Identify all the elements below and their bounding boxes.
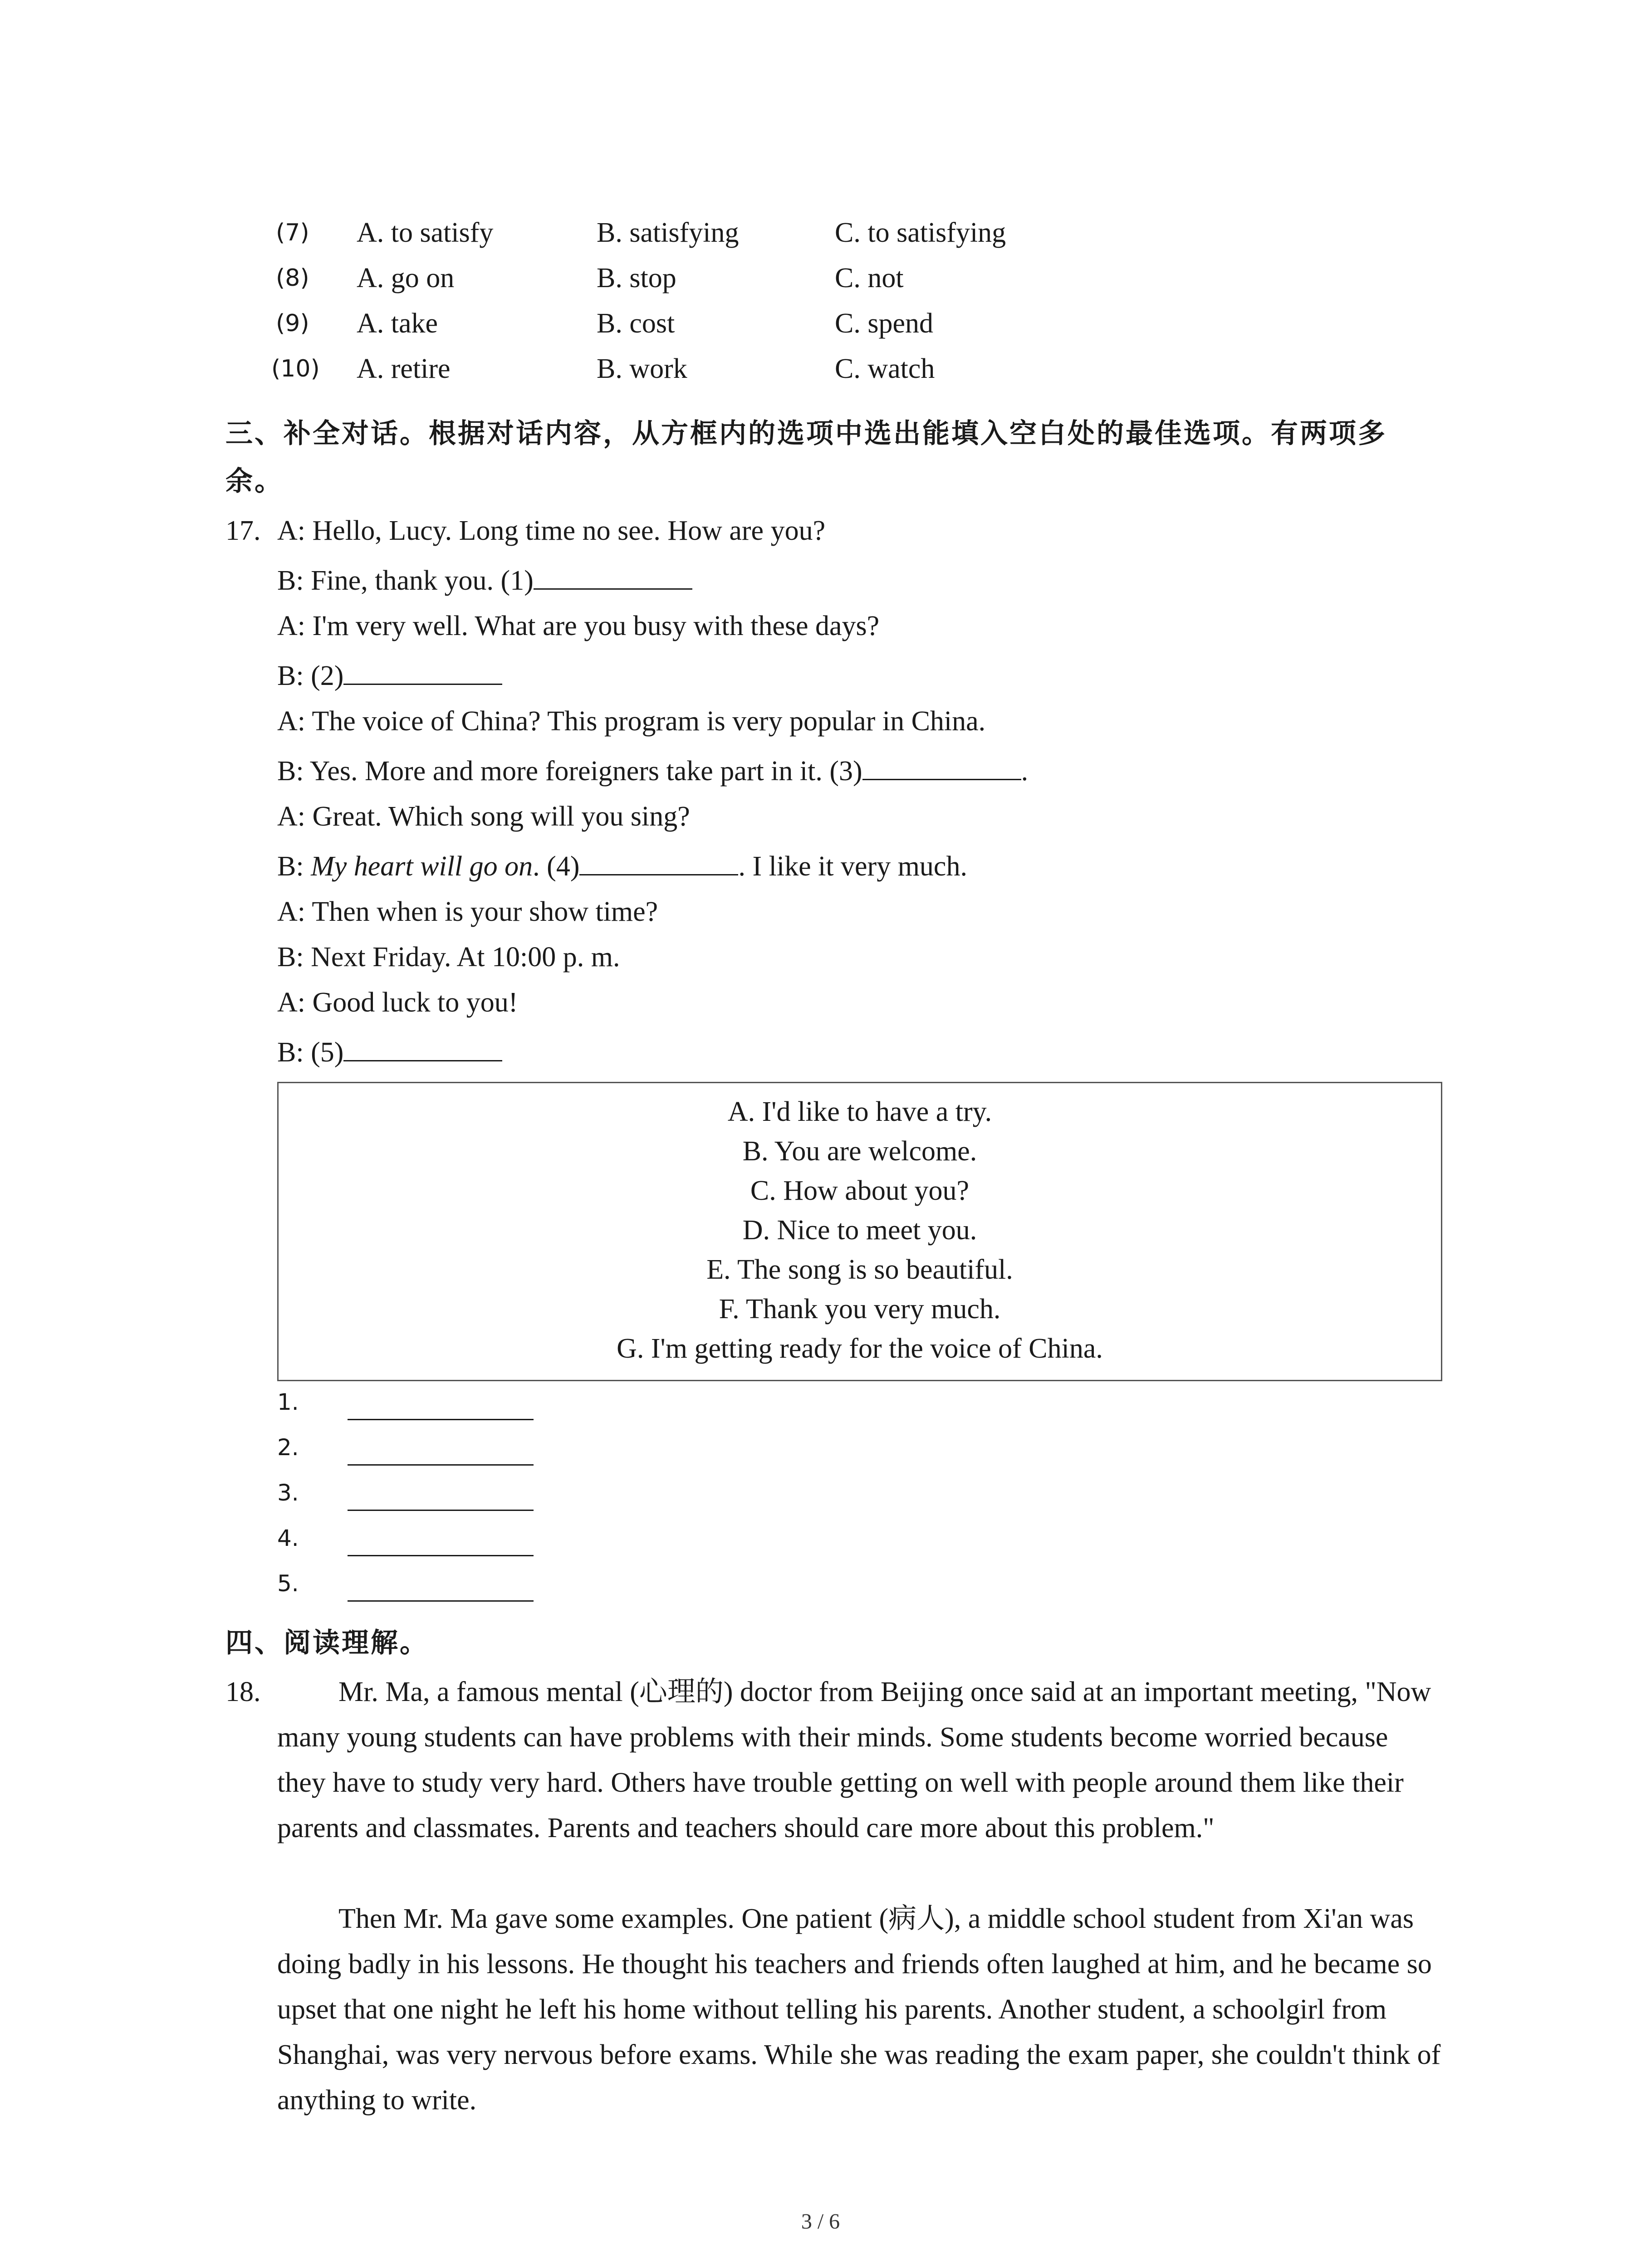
question-number: 17.: [225, 515, 261, 546]
answer-blank[interactable]: [579, 846, 738, 875]
answer-number: 4.: [277, 1525, 299, 1551]
option-number: (10): [271, 355, 320, 382]
section-heading: 四、阅读理解。: [225, 1627, 429, 1659]
section-heading-continued: 余。: [225, 465, 284, 497]
option-b: B. stop: [597, 263, 676, 293]
answer-blank[interactable]: [343, 655, 502, 685]
box-option: F. Thank you very much.: [719, 1294, 1001, 1325]
option-b: B. satisfying: [597, 217, 739, 248]
answer-line[interactable]: [348, 1419, 534, 1420]
dialogue-line: A: The voice of China? This program is very popular in China.: [277, 706, 986, 737]
answer-number: 5.: [277, 1570, 299, 1597]
box-option: E. The song is so beautiful.: [706, 1254, 1013, 1285]
song-title: My heart will go on: [311, 851, 533, 882]
answer-number: 2.: [277, 1434, 299, 1461]
option-a: A. take: [357, 308, 438, 339]
dialogue-line: B: Yes. More and more foreigners take part in it. (3) .: [277, 751, 1028, 792]
answer-line[interactable]: [348, 1510, 534, 1511]
box-option: C. How about you?: [750, 1175, 970, 1206]
dialogue-line: B: (5): [277, 1032, 502, 1073]
option-a: A. go on: [357, 263, 455, 293]
answer-line[interactable]: [348, 1555, 534, 1556]
answer-blank[interactable]: [862, 751, 1021, 780]
option-b: B. work: [597, 353, 687, 384]
section-heading: 三、补全对话。根据对话内容，从方框内的选项中选出能填入空白处的最佳选项。有两项多: [225, 418, 1387, 450]
dialogue-line: B: Next Friday. At 10:00 p. m.: [277, 942, 620, 973]
dialogue-line: A: I'm very well. What are you busy with these days?: [277, 611, 880, 641]
box-option: D. Nice to meet you.: [742, 1215, 977, 1246]
option-c: C. spend: [835, 308, 933, 339]
options-box: [277, 1082, 1442, 1381]
answer-number: 3.: [277, 1480, 299, 1506]
dialogue-line: A: Good luck to you!: [277, 987, 518, 1018]
dialogue-line: B: Fine, thank you. (1): [277, 560, 692, 601]
answer-line[interactable]: [348, 1600, 534, 1602]
dialogue-line: A: Hello, Lucy. Long time no see. How are you?: [277, 515, 826, 546]
option-c: C. not: [835, 263, 904, 293]
question-number: 18.: [225, 1677, 261, 1707]
option-number: (7): [276, 219, 309, 246]
answer-blank[interactable]: [343, 1032, 502, 1061]
box-option: B. You are welcome.: [742, 1136, 977, 1167]
option-number: (9): [276, 310, 309, 337]
answer-line[interactable]: [348, 1464, 534, 1466]
passage-paragraph: Mr. Ma, a famous mental (心理的) doctor from Beijing once said at an important meeting, "Now many young students can have problems with their minds. Some students become worried because they have to study very hard. Others have trouble getting on well with people around them like their parents and classmates. Parents and teachers should care more about this problem.": [277, 1677, 1431, 1843]
page-number: 3 / 6: [801, 2209, 840, 2234]
option-c: C. to satisfying: [835, 217, 1006, 248]
option-a: A. to satisfy: [357, 217, 494, 248]
option-a: A. retire: [357, 353, 451, 384]
answer-number: 1.: [277, 1389, 299, 1415]
option-c: C. watch: [835, 353, 935, 384]
box-option: G. I'm getting ready for the voice of China.: [617, 1333, 1103, 1364]
option-b: B. cost: [597, 308, 675, 339]
answer-blank[interactable]: [534, 560, 692, 590]
passage-paragraph: Then Mr. Ma gave some examples. One patient (病人), a middle school student from Xi'an was doing badly in his lessons. He thought his teachers and friends often laughed at him, and he became so upset that one night he left his home without telling his parents. Another student, a schoolgirl from Shanghai, was very nervous before exams. While she was reading the exam paper, she couldn't think of anything to write.: [277, 1903, 1441, 2116]
dialogue-line: B: (2): [277, 655, 502, 696]
dialogue-line: A: Great. Which song will you sing?: [277, 801, 690, 832]
option-number: (8): [276, 264, 309, 292]
box-option: A. I'd like to have a try.: [727, 1096, 992, 1127]
dialogue-line: A: Then when is your show time?: [277, 896, 658, 927]
dialogue-line: B: My heart will go on. (4) . I like it very much.: [277, 846, 967, 887]
